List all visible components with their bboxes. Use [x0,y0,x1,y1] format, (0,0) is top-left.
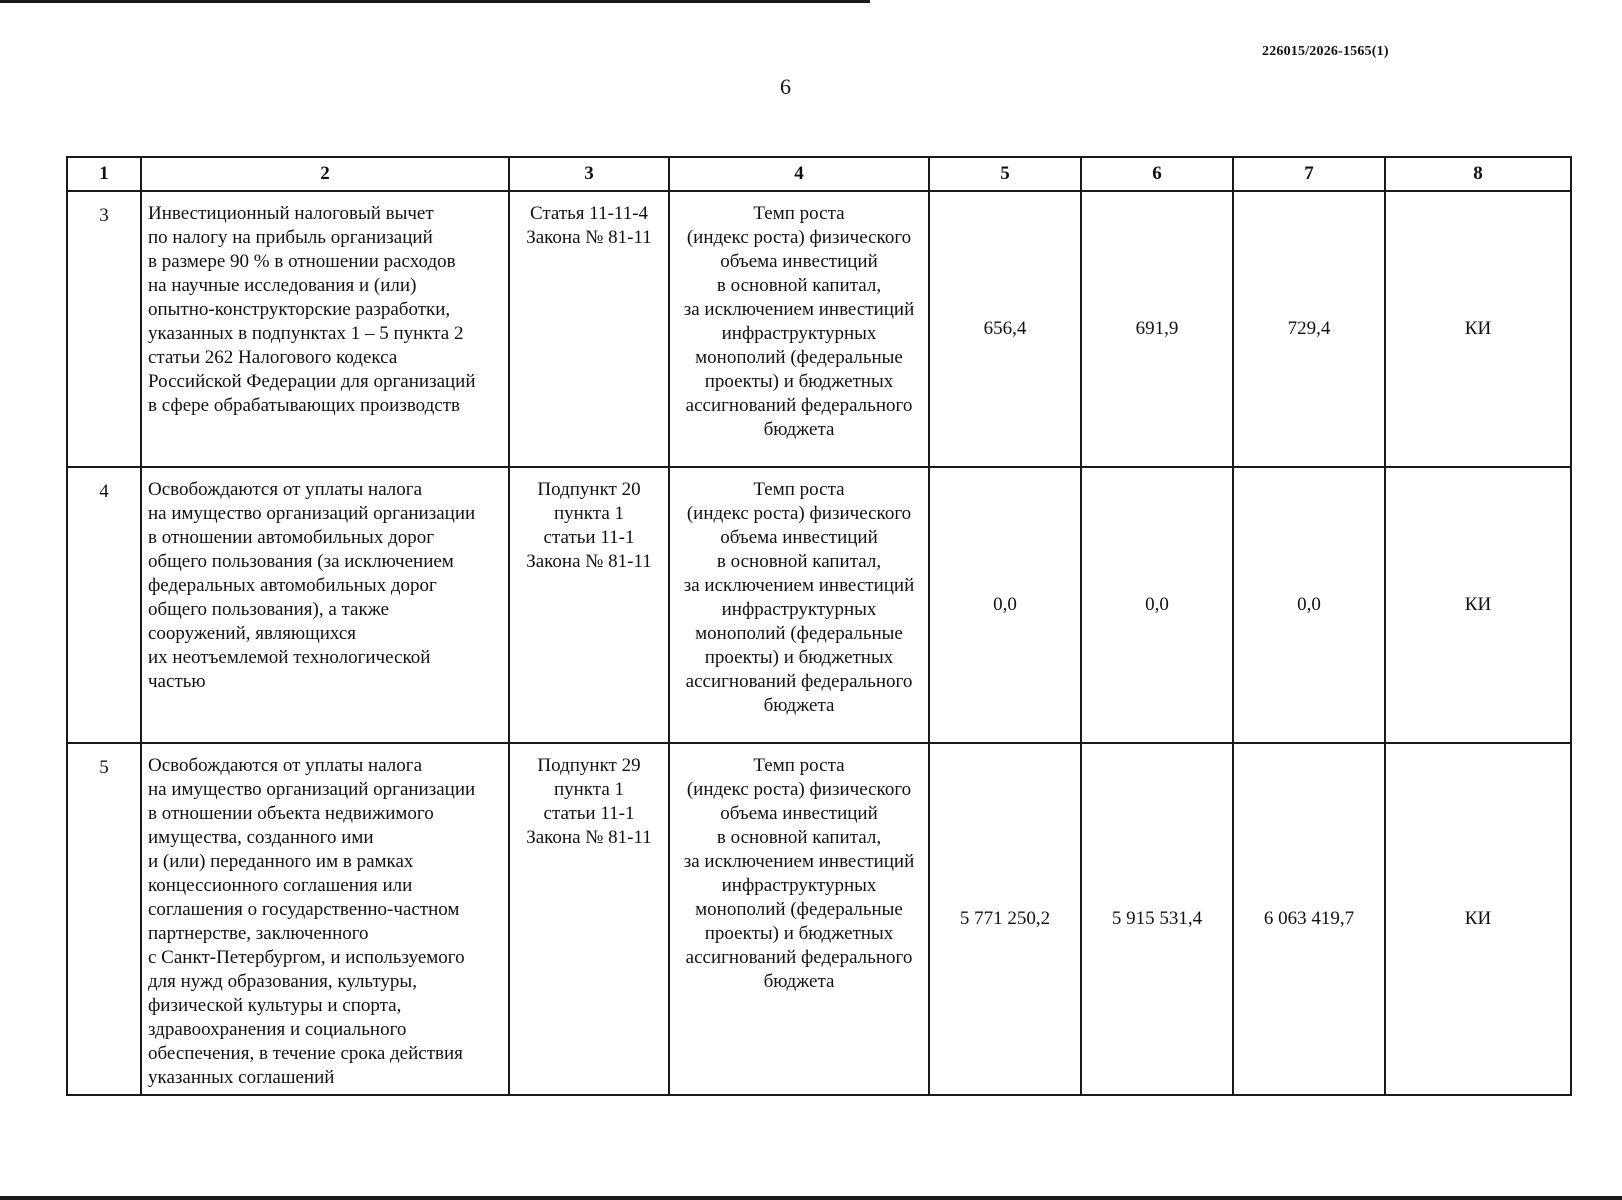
column-header-7: 7 [1233,157,1385,191]
column-header-5: 5 [929,157,1081,191]
row-number: 4 [67,467,141,743]
value-col-7: 729,4 [1233,191,1385,467]
column-header-1: 1 [67,157,141,191]
indicator-text: Темп роста (индекс роста) физического объема инвестиций в основной капитал, за исключением инвестиций инфраструктурных монополий (федеральные проекты) и бюджетных ассигнований федерального бюджета [683,203,915,440]
benefit-description-text: Освобождаются от уплаты налога на имущество организаций организации в отношении объекта недвижимого имущества, созданного ими и (или) переданного им в рамках концессионного соглашения или соглашения о государственно-частном партнерстве, заключенного с Санкт-Петербургом, и используемого для нужд образования, культуры, физической культуры и спорта, здравоохранения и социального обеспечения, в течение срока действия указанных соглашений [148,755,476,1088]
benefit-description [141,743,509,1095]
value-col-5: 0,0 [929,467,1081,743]
indicator-text: Темп роста (индекс роста) физического объема инвестиций в основной капитал, за исключением инвестиций инфраструктурных монополий (федеральные проекты) и бюджетных ассигнований федерального бюджета [683,755,915,992]
table-header-row [67,157,1571,191]
indicator-description [669,191,929,467]
category-code: КИ [1385,191,1571,467]
value-col-6: 0,0 [1081,467,1233,743]
scan-edge-bottom [0,1196,1622,1200]
table-row [67,191,1571,467]
table-row [67,743,1571,1095]
column-header-6: 6 [1081,157,1233,191]
law-reference-text: Статья 11-11-4 Закона № 81-11 [526,203,652,248]
value-col-6: 5 915 531,4 [1081,743,1233,1095]
law-reference-text: Подпункт 20 пункта 1 статьи 11-1 Закона № 81-11 [526,479,652,572]
scan-edge-top [0,0,870,3]
value-col-6: 691,9 [1081,191,1233,467]
row-number: 5 [67,743,141,1095]
column-header-3: 3 [509,157,669,191]
column-header-2: 2 [141,157,509,191]
law-reference [509,467,669,743]
benefit-description-text: Освобождаются от уплаты налога на имущество организаций организации в отношении автомобильных дорог общего пользования (за исключением федеральных автомобильных дорог общего пользования), а также сооружений, являющихся их неотъемлемой технологической частью [148,479,476,692]
indicator-description [669,467,929,743]
benefit-description [141,191,509,467]
indicator-description [669,743,929,1095]
row-number: 3 [67,191,141,467]
value-col-5: 656,4 [929,191,1081,467]
document-code: 226015/2026-1565(1) [1262,44,1389,59]
column-header-4: 4 [669,157,929,191]
law-reference [509,743,669,1095]
value-col-5: 5 771 250,2 [929,743,1081,1095]
value-col-7: 0,0 [1233,467,1385,743]
page-number: 6 [780,74,791,99]
benefits-table [66,156,1572,1096]
category-code: КИ [1385,743,1571,1095]
benefit-description-text: Инвестиционный налоговый вычет по налогу на прибыль организаций в размере 90 % в отношении расходов на научные исследования и (или) опытно-конструкторские разработки, указанных в подпунктах 1 – 5 пункта 2 статьи 262 Налогового кодекса Российской Федерации для организаций в сфере обрабатывающих производств [148,203,476,416]
category-code: КИ [1385,467,1571,743]
law-reference [509,191,669,467]
benefit-description [141,467,509,743]
value-col-7: 6 063 419,7 [1233,743,1385,1095]
indicator-text: Темп роста (индекс роста) физического объема инвестиций в основной капитал, за исключением инвестиций инфраструктурных монополий (федеральные проекты) и бюджетных ассигнований федерального бюджета [683,479,915,716]
table-row [67,467,1571,743]
column-header-8: 8 [1385,157,1571,191]
law-reference-text: Подпункт 29 пункта 1 статьи 11-1 Закона № 81-11 [526,755,652,848]
